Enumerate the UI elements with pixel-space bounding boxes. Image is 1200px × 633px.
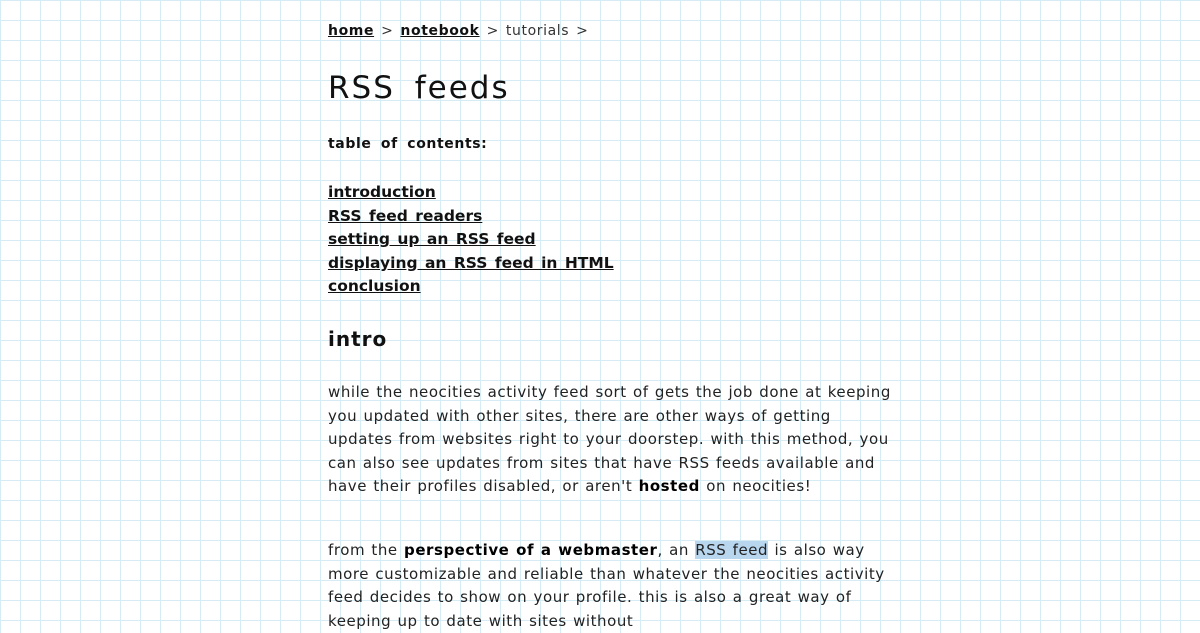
toc-item [328,252,614,276]
page-title: RSS feeds [328,70,510,106]
toc-item [328,205,614,229]
breadcrumb-separator: > [486,23,499,39]
breadcrumb-home-link[interactable]: home [328,23,375,39]
toc-link-displaying-html[interactable]: displaying an RSS feed in HTML [328,253,614,272]
intro-paragraph-2 [328,539,898,633]
breadcrumb-tutorials: tutorials [505,23,570,39]
paragraph-text: is also way more customizable and reliable than whatever the neocities activity feed decides to show on your profile. this is also a great way of keeping up to date with sites without [328,541,885,630]
toc-link-setting-up[interactable]: setting up an RSS feed [328,230,536,249]
toc-link-rss-feed-readers[interactable]: RSS feed readers [328,206,483,225]
bold-text: hosted [638,477,700,495]
bold-text: perspective of a webmaster [404,541,658,559]
section-heading-intro: intro [328,327,388,351]
toc-item [328,275,614,299]
breadcrumb-notebook-link[interactable]: notebook [400,23,480,39]
breadcrumb-separator: > [381,23,394,39]
selected-text[interactable]: RSS feed [695,541,769,559]
paragraph-text: while the neocities activity feed sort of gets the job done at keeping you updated with other sites, there are other ways of getting updates from websites right to your doorstep. with this method, you can also see updates from sites that have RSS feeds available and have their profiles disabled, or aren't [328,383,891,495]
breadcrumb [328,23,596,39]
toc-link-conclusion[interactable]: conclusion [328,277,421,296]
toc-label: table of contents: [328,136,488,152]
intro-paragraph-1 [328,381,898,499]
breadcrumb-separator: > [576,23,589,39]
paragraph-text: on neocities! [706,477,812,495]
paragraph-text: , an [657,541,689,559]
toc-link-introduction[interactable]: introduction [328,183,436,201]
paragraph-text: from the [328,541,398,559]
toc-item [328,181,614,205]
toc-item [328,228,614,252]
table-of-contents [328,181,614,299]
